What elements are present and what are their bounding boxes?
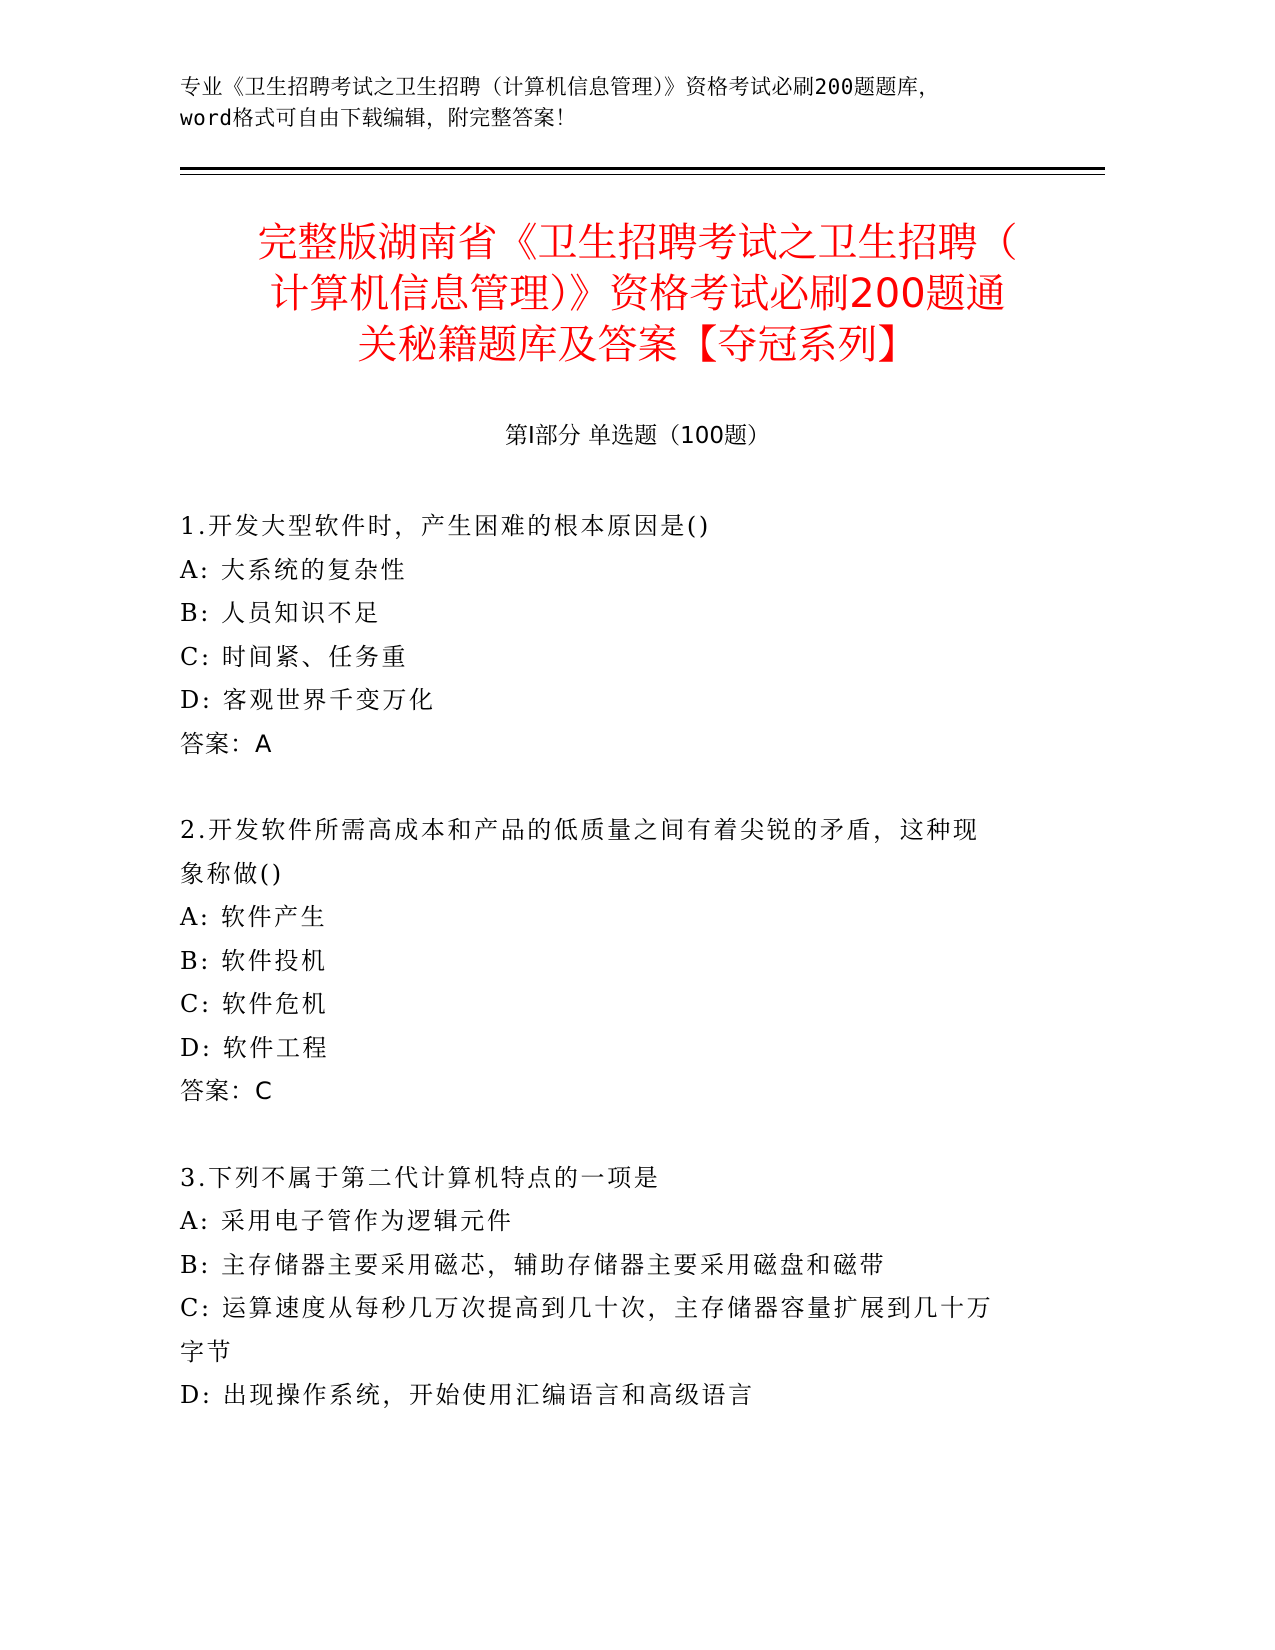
question-list	[180, 505, 1100, 1418]
answer: 答案：C	[180, 1077, 273, 1105]
option-d: D: 客观世界千变万化	[180, 686, 436, 714]
title-line: 计算机信息管理）》资格考试必刷200题通	[269, 271, 1006, 317]
option-d: D: 出现操作系统，开始使用汇编语言和高级语言	[180, 1381, 755, 1409]
question-item	[180, 809, 1100, 1114]
option-c: C: 时间紧、任务重	[180, 642, 409, 671]
option-a: A: 大系统的复杂性	[180, 555, 408, 584]
question-item	[180, 1157, 1100, 1418]
option-b: B: 软件投机	[180, 946, 328, 975]
header-note-line: word格式可自由下载编辑，附完整答案！	[180, 106, 577, 130]
option-a: A: 采用电子管作为逻辑元件	[180, 1207, 514, 1235]
section-heading: 第Ⅰ部分 单选题（100题）	[505, 423, 770, 449]
option-c: C: 运算速度从每秒几万次提高到几十次，主存储器容量扩展到几十万	[180, 1294, 994, 1322]
document-title	[180, 218, 1095, 371]
header-note	[180, 72, 1100, 134]
header-note-line: 专业《卫生招聘考试之卫生招聘（计算机信息管理）》资格考试必刷200题题库，	[180, 75, 940, 99]
header-rule-thick	[180, 167, 1105, 170]
option-d: D: 软件工程	[180, 1033, 330, 1062]
header-rule-thin	[180, 174, 1105, 175]
option-c-continued: 字节	[180, 1337, 234, 1366]
question-stem: 1.开发大型软件时，产生困难的根本原因是()	[180, 512, 711, 540]
option-b: B: 主存储器主要采用磁芯，辅助存储器主要采用磁盘和磁带	[180, 1250, 887, 1279]
title-line: 关秘籍题库及答案【夺冠系列】	[357, 322, 918, 368]
answer: 答案：A	[180, 729, 273, 758]
option-b: B: 人员知识不足	[180, 599, 381, 627]
question-stem-continued: 象称做()	[180, 859, 284, 888]
option-c: C: 软件危机	[180, 990, 329, 1018]
title-line: 完整版湖南省《卫生招聘考试之卫生招聘（	[257, 220, 1018, 266]
option-a: A: 软件产生	[180, 903, 328, 931]
question-stem: 3.下列不属于第二代计算机特点的一项是	[180, 1163, 661, 1192]
question-stem: 2.开发软件所需高成本和产品的低质量之间有着尖锐的矛盾，这种现	[180, 816, 980, 844]
question-item	[180, 505, 1100, 766]
